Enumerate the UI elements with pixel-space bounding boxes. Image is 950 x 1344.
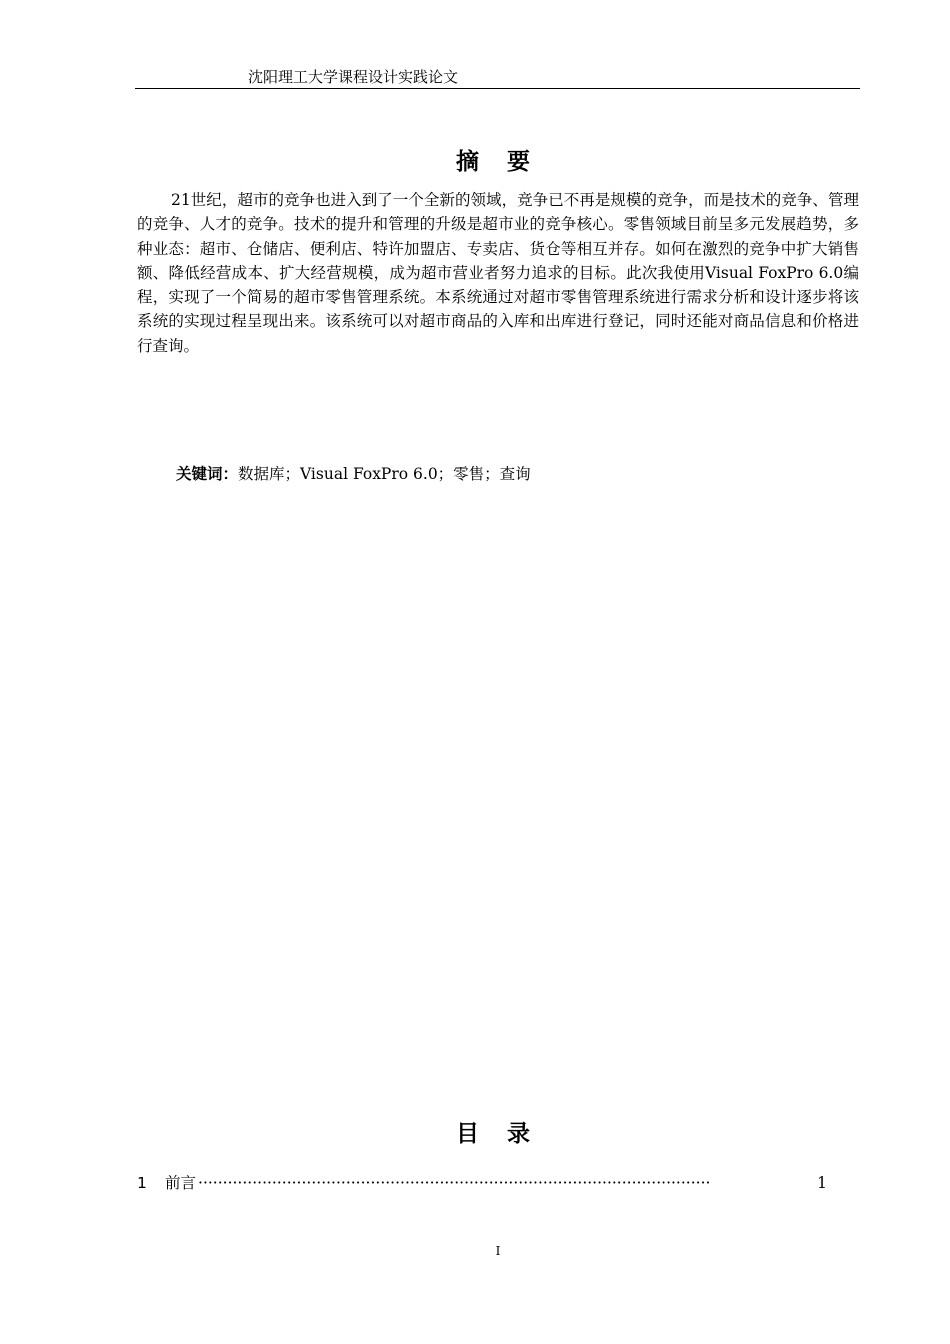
keywords-line bbox=[176, 462, 531, 486]
toc-entry-number: 1 bbox=[137, 1174, 147, 1192]
page-number: I bbox=[495, 1244, 501, 1258]
keywords-value: 数据库；Visual FoxPro 6.0；零售；查询 bbox=[238, 465, 531, 483]
toc-heading: 目 录 bbox=[455, 1121, 540, 1147]
running-header-title: 沈阳理工大学课程设计实践论文 bbox=[248, 68, 459, 86]
header-rule bbox=[135, 88, 860, 89]
toc-entry-page: 1 bbox=[817, 1174, 827, 1192]
toc-entry-label: 前言 bbox=[165, 1174, 197, 1192]
toc-entry-leader: ········································································································ bbox=[198, 1174, 711, 1192]
keywords-label: 关键词： bbox=[176, 465, 239, 483]
abstract-body: 21世纪，超市的竞争也进入到了一个全新的领域，竞争已不再是规模的竞争，而是技术的竞争、管理的竞争、人才的竞争。技术的提升和管理的升级是超市业的竞争核心。零售领域目前呈多元发展趋势，多种业态：超市、仓储店、便利店、特许加盟店、专卖店、货仓等相互并存。如何在激烈的竞争中扩大销售额、降低经营成本、扩大经营规模，成为超市营业者努力追求的目标。此次我使用Visual FoxPro 6.0编程，实现了一个简易的超市零售管理系统。本系统通过对超市零售管理系统进行需求分析和设计逐步将该系统的实现过程呈现出来。该系统可以对超市商品的入库和出库进行登记，同时还能对商品信息和价格进行查询。 bbox=[137, 191, 859, 355]
toc-entry[interactable] bbox=[137, 1171, 827, 1195]
abstract-heading: 摘 要 bbox=[455, 149, 540, 175]
